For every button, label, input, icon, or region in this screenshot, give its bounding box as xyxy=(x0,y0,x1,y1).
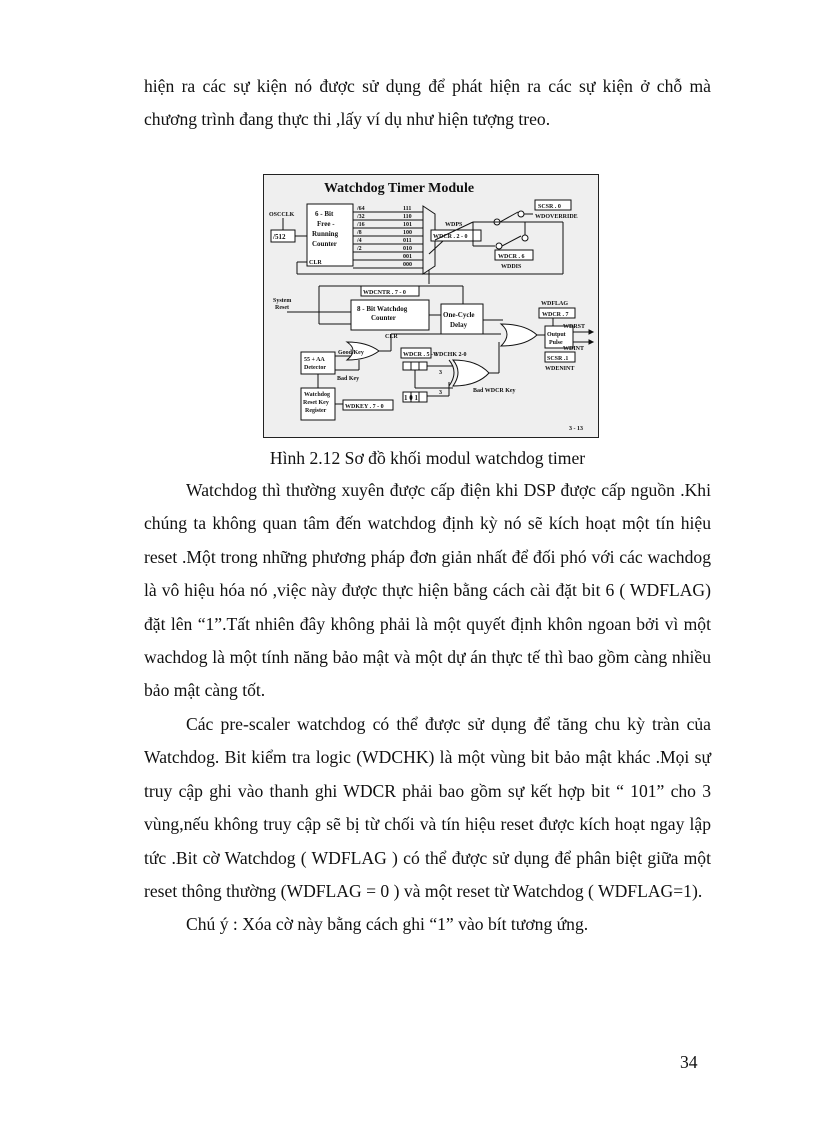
divider-label: /16 xyxy=(357,222,365,228)
text-line: tức .Bit cờ Watchdog ( WDFLAG ) có thể được sử dụng để phân biệt giữa một xyxy=(144,847,711,868)
mux-code-label: 111 xyxy=(403,206,412,212)
wdint-label: WDINT xyxy=(563,346,585,352)
scsr-register-label: SCSR . 0 xyxy=(538,204,561,210)
divider-label: /8 xyxy=(357,230,362,236)
one-cycle-delay-label: Delay xyxy=(450,321,468,329)
mux-code-label: 001 xyxy=(403,254,412,260)
counter-label: Counter xyxy=(312,240,337,248)
wdrst-label: WDRST xyxy=(563,324,586,330)
scsr-register-label: SCSR .1 xyxy=(547,356,569,362)
wd-counter-label: Counter xyxy=(371,314,396,322)
output-pulse-label: Output xyxy=(547,332,566,338)
wdps-label: WDPS xyxy=(445,222,463,228)
mux-code-label: 000 xyxy=(403,262,412,268)
wdcntr-register-label: WDCNTR . 7 - 0 xyxy=(363,290,406,296)
system-reset-label: System xyxy=(273,298,292,304)
clr-label: CLR xyxy=(309,260,322,266)
bus-width-label: 3 xyxy=(439,390,442,396)
text-line: reset thông thường (WDFLAG = 0 ) và một reset từ Watchdog ( WDFLAG=1). xyxy=(144,881,703,902)
clr-label: CLR xyxy=(385,334,398,340)
text-line: chúng ta không quan tâm đến watchdog định kỳ nó sẽ kích hoạt một tín hiệu xyxy=(144,513,711,534)
divider-label: /32 xyxy=(357,214,365,220)
text-line: reset .Một trong những phương pháp đơn giản nhất để đối phó với các wachdog xyxy=(144,546,711,567)
counter-label: Running xyxy=(312,230,339,238)
mux-code-label: 011 xyxy=(403,238,412,244)
detector-label: Detector xyxy=(304,365,326,371)
slide-number-label: 3 - 13 xyxy=(569,426,583,432)
text-line: vùng,nếu không truy cập sẽ bị từ chối và tín hiệu reset được kích hoạt ngay lập xyxy=(144,814,711,835)
intro-paragraph xyxy=(144,70,711,137)
bus-width-label: 3 xyxy=(439,370,442,376)
wdcr-register-label: WDCR . 2 - 0 xyxy=(433,234,468,240)
bad-key-label: Bad Key xyxy=(337,376,360,382)
bad-wdcr-key-label: Bad WDCR Key xyxy=(473,388,516,394)
text-line: chương trình đang thực thi ,lấy ví dụ như hiện tượng treo. xyxy=(144,109,551,130)
one-cycle-delay-label: One-Cycle xyxy=(443,311,475,319)
bits-101-label: 1 0 1 xyxy=(404,394,418,402)
output-pulse-label: Pulse xyxy=(549,340,563,346)
wdkey-register-label: WDKEY . 7 - 0 xyxy=(345,404,384,410)
wdcr-register-label: WDCR . 7 xyxy=(542,312,569,318)
wdcr-register-label: WDCR . 5 - 3 xyxy=(403,352,438,358)
wddis-label: WDDIS xyxy=(501,264,522,270)
text-line: Watchdog thì thường xuyên được cấp điện khi DSP được cấp nguồn .Khi xyxy=(186,480,711,500)
reset-key-register-label: Reset Key xyxy=(303,400,329,406)
text-line: hiện ra các sự kiện nó được sử dụng để phát hiện ra các sự kiện ở chỗ mà xyxy=(144,76,711,96)
good-key-label: Good Key xyxy=(338,350,364,356)
divider-label: /2 xyxy=(357,246,362,252)
div512-label: /512 xyxy=(273,233,286,241)
wdcr-register-label: WDCR . 6 xyxy=(498,254,525,260)
text-line: Chú ý : Xóa cờ này bằng cách ghi “1” vào bít tương ứng. xyxy=(186,914,589,934)
text-line: truy cập ghi vào thanh ghi WDCR phải bao gồm sự kết hợp bit “ 101” cho 3 xyxy=(144,780,711,801)
paragraph-watchdog xyxy=(144,474,711,708)
text-line: đặt lên “1”.Tất nhiên đây không phải là một quyết định khôn ngoan bởi vì một xyxy=(144,613,711,634)
divider-label: /64 xyxy=(357,206,365,212)
mux-code-label: 010 xyxy=(403,246,412,252)
figure-caption: Hình 2.12 Sơ đồ khối modul watchdog timer xyxy=(269,448,586,468)
system-reset-label: Reset xyxy=(275,305,289,311)
wdchk-label: WDCHK 2-0 xyxy=(433,352,467,358)
detector-label: 55 + AA xyxy=(304,357,325,363)
watchdog-block-diagram xyxy=(263,174,599,438)
wdoverride-label: WDOVERRIDE xyxy=(535,214,578,220)
wdflag-label: WDFLAG xyxy=(541,301,568,307)
mux-code-label: 101 xyxy=(403,222,412,228)
text-line: wachdog là một tính năng bảo mật và một dự án thực tế thì bao gồm càng nhiều xyxy=(144,647,711,668)
text-line: là vô hiệu hóa nó ,việc này được thực hiện bằng cách cài đặt bit 6 ( WDFLAG) xyxy=(144,580,711,601)
diagram-title: Watchdog Timer Module xyxy=(323,181,475,196)
text-line: Watchdog. Bit kiểm tra logic (WDCHK) là một vùng bit bảo mật khác .Mọi sự xyxy=(144,747,711,768)
counter-label: 6 - Bit xyxy=(315,210,334,218)
reset-key-register-label: Watchdog xyxy=(304,392,331,398)
reset-key-register-label: Register xyxy=(305,408,327,414)
wdenint-label: WDENINT xyxy=(545,366,575,372)
text-line: Các pre-scaler watchdog có thể được sử dụng để tăng chu kỳ tràn của xyxy=(186,714,711,734)
page-number: 34 xyxy=(680,1052,698,1072)
oscclk-label: OSCCLK xyxy=(269,212,295,218)
text-line: bảo mật càng tốt. xyxy=(144,680,266,701)
paragraph-prescaler xyxy=(144,708,711,908)
wd-counter-label: 8 - Bit Watchdog xyxy=(357,305,408,313)
note-paragraph xyxy=(144,908,711,941)
mux-code-label: 110 xyxy=(403,214,412,220)
mux-code-label: 100 xyxy=(403,230,412,236)
counter-label: Free - xyxy=(317,220,335,228)
divider-label: /4 xyxy=(357,238,362,244)
